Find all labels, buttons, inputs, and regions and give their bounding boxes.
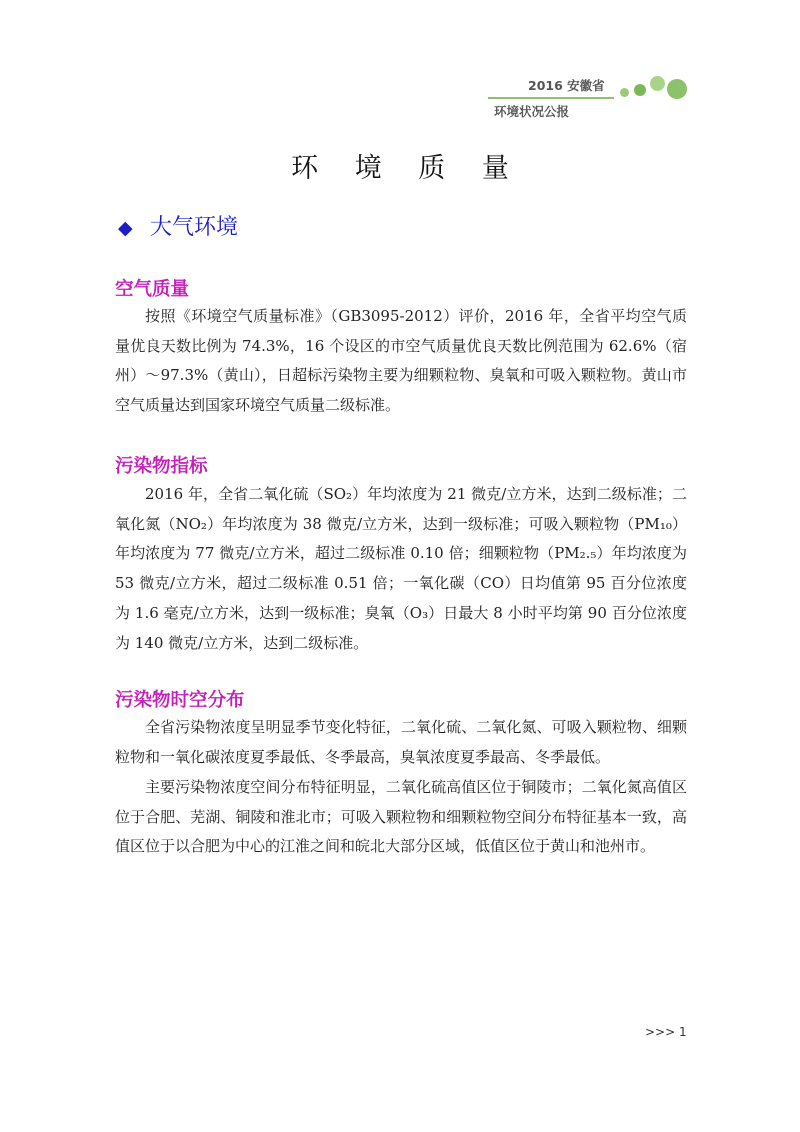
subsection-heading-air-quality: 空气质量: [115, 279, 190, 300]
paragraph-pollutant-indicators: 2016 年，全省二氧化硫（SO₂）年均浓度为 21 微克/立方米，达到二级标准；二氧化氮（NO₂）年均浓度为 38 微克/立方米，达到一级标准；可吸入颗粒物（PM₁₀）年均浓度为 77 微克/立方米，超过二级标准 0.10 倍；细颗粒物（PM₂.₅）年均浓度为 53 微克/立方米，超过二级标准 0.51 倍；一氧化碳（CO）日均值第 95 百分位浓度为 1.6 毫克/立方米，达到一级标准；臭氧（O₃）日最大 8 小时平均第 90 百分位浓度为 140 微克/立方米，达到二级标准。: [115, 485, 687, 652]
subsection-heading-pollutant-indicators: 污染物指标: [115, 456, 208, 477]
section-heading: [118, 210, 238, 241]
decor-dot-icon: [650, 76, 665, 91]
paragraph-air-quality: 按照《环境空气质量标准》（GB3095-2012）评价，2016 年，全省平均空气质量优良天数比例为 74.3%，16 个设区的市空气质量优良天数比例范围为 62.6%（宿州）～97.3%（黄山），日超标污染物主要为细颗粒物、臭氧和可吸入颗粒物。黄山市空气质量达到国家环境空气质量二级标准。: [115, 307, 687, 415]
page-number: >>> 1: [645, 1025, 687, 1039]
paragraph-spatial: 主要污染物浓度空间分布特征明显，二氧化硫高值区位于铜陵市；二氧化氮高值区位于合肥、芜湖、铜陵和淮北市；可吸入颗粒物和细颗粒物空间分布特征基本一致，高值区位于以合肥为中心的江淮之间和皖北大部分区域，低值区位于黄山和池州市。: [115, 778, 687, 856]
subsection-heading-spatiotemporal: 污染物时空分布: [115, 690, 245, 711]
decor-dot-icon: [634, 84, 646, 96]
report-header: [488, 70, 698, 122]
header-year-province: 2016 安徽省: [528, 78, 605, 93]
decor-dot-icon: [620, 88, 629, 97]
section-title: 大气环境: [150, 215, 239, 240]
paragraph-seasonal: 全省污染物浓度呈明显季节变化特征，二氧化硫、二氧化氮、可吸入颗粒物、细颗粒物和一氧化碳浓度夏季最低、冬季最高，臭氧浓度夏季最高、冬季最低。: [115, 718, 687, 766]
header-report-name: 环境状况公报: [494, 104, 570, 119]
diamond-bullet-icon: ◆: [118, 217, 133, 239]
decor-dot-icon: [667, 79, 687, 99]
page-title: 环 境 质 量: [291, 153, 523, 184]
header-divider: [488, 97, 614, 99]
